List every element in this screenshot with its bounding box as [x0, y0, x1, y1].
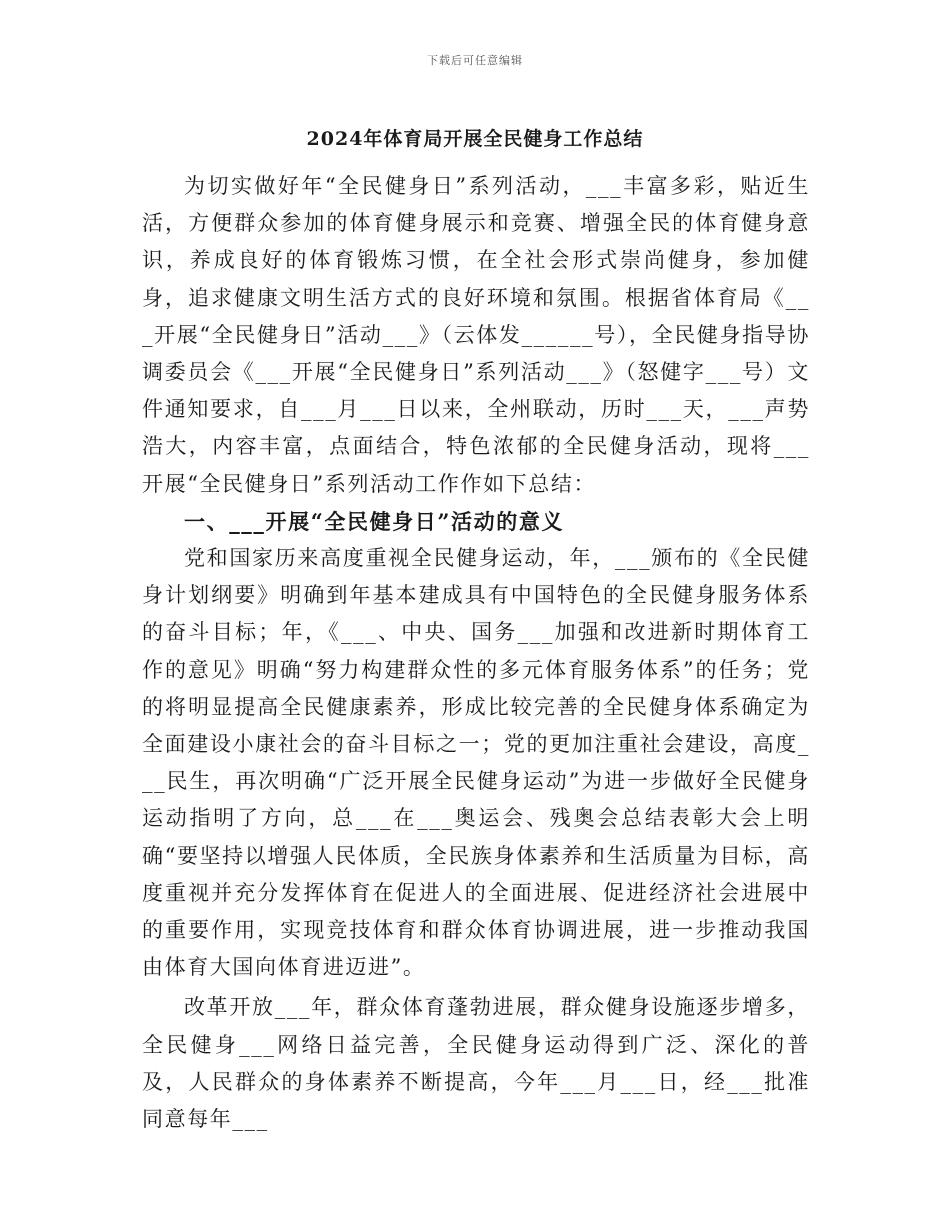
document-title: 2024年体育局开展全民健身工作总结 — [306, 128, 644, 150]
body-paragraph: 改革开放___年，群众体育蓬勃进展，群众健身设施逐步增多，全民健身___网络日益完善，全民健身运动得到广泛、深化的普及，人民群众的身体素养不断提高，今年___月___日，经___批准同意每年___ — [142, 995, 810, 1132]
document-body — [142, 168, 810, 1138]
section-heading-1: 一、___开展“全民健身日”活动的意义 — [184, 508, 565, 534]
body-paragraph: 党和国家历来高度重视全民健身运动，年，___颁布的《全民健身计划纲要》明确到年基本建成具有中国特色的全民健身服务体系的奋斗目标；年，《___、中央、国务___加强和改进新时期体育工作的意见》明确“努力构建群众性的多元体育服务体系”的任务；党的将明显提高全民健康素养，形成比较完善的全民健身体系确定为全面建设小康社会的奋斗目标之一；党的更加注重社会建设，高度___民生，再次明确“广泛开展全民健身运动”为进一步做好全民健身运动指明了方向，总___在___奥运会、残奥会总结表彰大会上明确“要坚持以增强人民体质，全民族身体素养和生活质量为目标，高度重视并充分发挥体育在促进人的全面进展、促进经济社会进展中的重要作用，实现竞技体育和群众体育协调进展，进一步推动我国由体育大国向体育进迈进”。 — [142, 546, 810, 980]
intro-paragraph: 为切实做好年“全民健身日”系列活动，___丰富多彩，贴近生活，方便群众参加的体育健身展示和竞赛、增强全民的体育健身意识，养成良好的体育锻炼习惯，在全社会形式崇尚健身，参加健身，追求健康文明生活方式的良好环境和氛围。根据省体育局《___开展“全民健身日”活动___》（云体发______号），全民健身指导协调委员会《___开展“全民健身日”系列活动___》（怒健字___号）文件通知要求，自___月___日以来，全州联动，历时___天，___声势浩大，内容丰富，点面结合，特色浓郁的全民健身活动，现将___开展“全民健身日”系列活动工作作如下总结： — [142, 174, 810, 496]
header-note: 下载后可任意编辑 — [427, 54, 523, 67]
